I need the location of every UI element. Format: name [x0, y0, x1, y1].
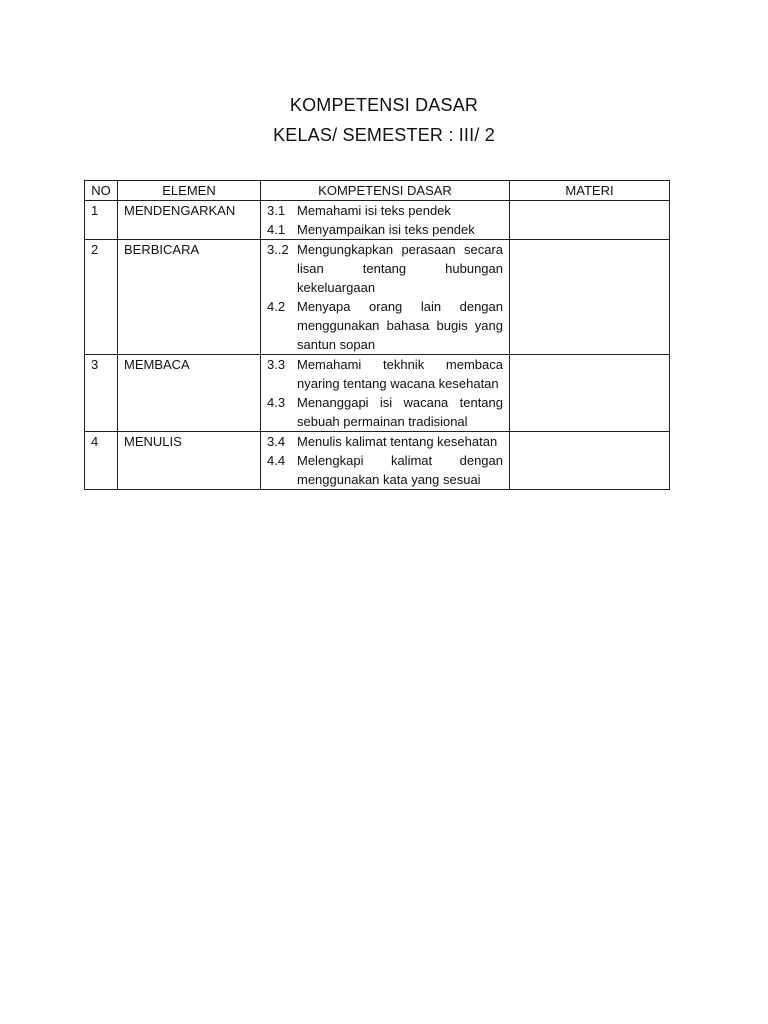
- row-number: 3: [85, 355, 118, 432]
- row-materi: [510, 240, 670, 355]
- table-row: [85, 201, 670, 240]
- competency-number: 4.3: [267, 395, 286, 410]
- row-number: 1: [85, 201, 118, 240]
- competency-text: Menyampaikan isi teks pendek: [297, 222, 475, 237]
- table-row: [85, 432, 670, 490]
- competency-number: 4.1: [267, 222, 286, 237]
- competency-item: [267, 220, 503, 239]
- competency-table: [84, 180, 670, 490]
- competency-text: Mengungkapkan perasaan secara lisan tentang hubungan kekeluargaan: [297, 242, 503, 295]
- table-row: [85, 355, 670, 432]
- row-number: 2: [85, 240, 118, 355]
- competency-text: Melengkapi kalimat dengan menggunakan kata yang sesuai: [297, 453, 503, 487]
- competency-item: [267, 297, 503, 354]
- competency-number: 4.2: [267, 299, 286, 314]
- row-elemen: MENDENGARKAN: [118, 201, 261, 240]
- column-header-kompetensi-dasar: KOMPETENSI DASAR: [261, 181, 510, 201]
- row-kompetensi: [261, 240, 510, 355]
- table-row: [85, 240, 670, 355]
- row-elemen: MENULIS: [118, 432, 261, 490]
- competency-item: [267, 451, 503, 489]
- column-header-materi: MATERI: [510, 181, 670, 201]
- competency-item: [267, 393, 503, 431]
- competency-number: 4.4: [267, 453, 286, 468]
- competency-text: Menulis kalimat tentang kesehatan: [297, 434, 498, 449]
- row-materi: [510, 201, 670, 240]
- competency-item: [267, 355, 503, 393]
- row-kompetensi: [261, 355, 510, 432]
- table-header-row: [85, 181, 670, 201]
- competency-text: Menanggapi isi wacana tentang sebuah permainan tradisional: [297, 395, 503, 429]
- competency-text: Memahami tekhnik membaca nyaring tentang wacana kesehatan: [297, 357, 503, 391]
- competency-item: [267, 240, 503, 297]
- column-header-no: NO: [85, 181, 118, 201]
- row-materi: [510, 432, 670, 490]
- competency-item: [267, 432, 503, 451]
- row-elemen: MEMBACA: [118, 355, 261, 432]
- row-number: 4: [85, 432, 118, 490]
- competency-text: Menyapa orang lain dengan menggunakan bahasa bugis yang santun sopan: [297, 299, 503, 352]
- competency-item: [267, 201, 503, 220]
- row-kompetensi: [261, 432, 510, 490]
- competency-number: 3.4: [267, 434, 286, 449]
- page-title: KOMPETENSI DASAR: [289, 95, 479, 115]
- competency-text: Memahami isi teks pendek: [297, 203, 451, 218]
- row-materi: [510, 355, 670, 432]
- page-subtitle: KELAS/ SEMESTER : III/ 2: [273, 125, 495, 145]
- competency-number: 3..2: [267, 242, 289, 257]
- column-header-elemen: ELEMEN: [118, 181, 261, 201]
- row-kompetensi: [261, 201, 510, 240]
- competency-number: 3.1: [267, 203, 286, 218]
- row-elemen: BERBICARA: [118, 240, 261, 355]
- competency-number: 3.3: [267, 357, 286, 372]
